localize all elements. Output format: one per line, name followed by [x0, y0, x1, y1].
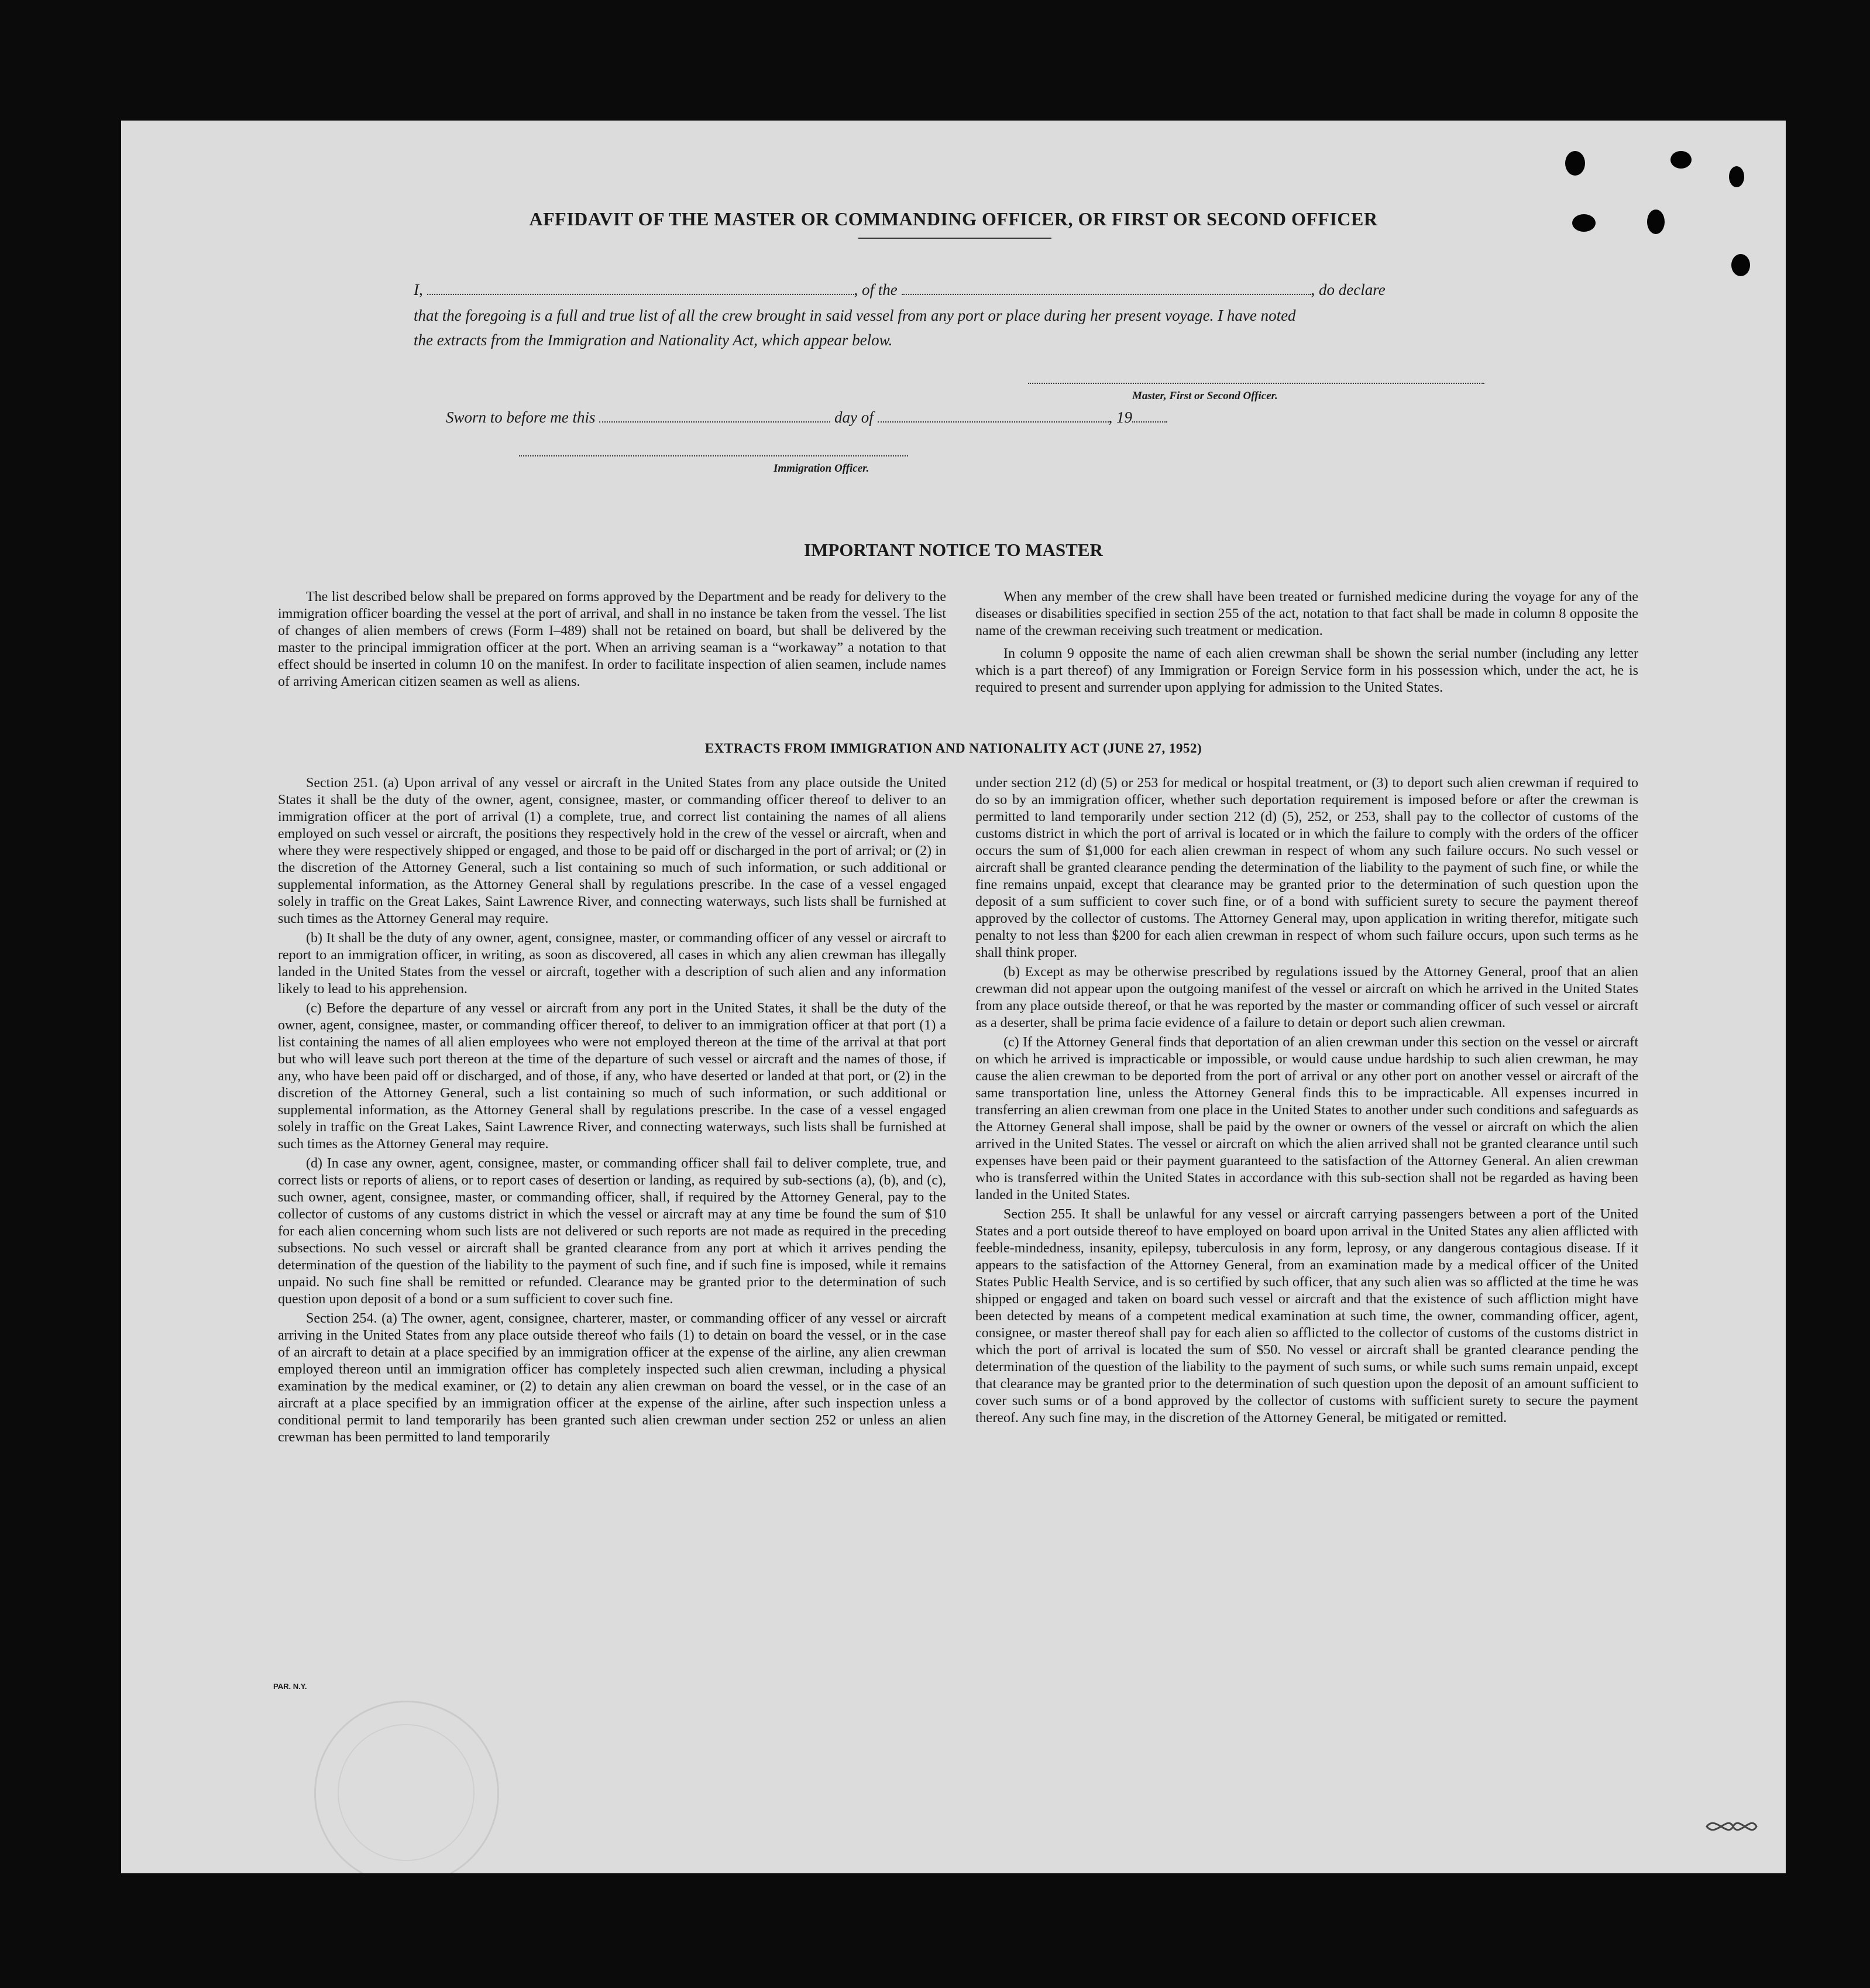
- day-of-label: day of: [834, 408, 874, 426]
- extracts-title: EXTRACTS FROM IMMIGRATION AND NATIONALITY ACT (JUNE 27, 1952): [704, 741, 1202, 756]
- declaration-i-label: I,: [414, 281, 423, 298]
- extract-paragraph: (b) It shall be the duty of any owner, agent, consignee, master, or commanding officer of any vessel or aircraft to report to an immigration officer, in writing, as soon as discovered, all cases in which any alien crewman has illegally landed in the United States from the vessel or aircraft, together with a description of such alien and any information likely to lead to his apprehension.: [278, 931, 946, 997]
- punch-hole-mark: [1565, 151, 1585, 176]
- sworn-month-field[interactable]: [878, 411, 1109, 423]
- extract-paragraph: (d) In case any owner, agent, consignee, master, or commanding officer shall fail to deliver complete, true, and correct lists or reports of aliens, or to report cases of desertion or landing, as required by sub-sections (a), (b), and (c), such owner, agent, consignee, master, or commanding officer, shall, if required by the Attorney General, pay to the collector of customs of any customs district in which the vessel or aircraft may at any time be found the sum of $10 for each alien concerning whom such lists are not delivered or such reports are not made as required in the preceding subsections. No such vessel or aircraft shall be granted clearance from any port at which it arrives pending the determination of the question of the liability to the payment of such fine, and if such fine is imposed, while it remains unpaid. No such fine shall be remitted or refunded. Clearance may be granted prior to the determination of such question upon deposit of a bond or a sum sufficient to cover such fine.: [278, 1156, 946, 1307]
- notice-right-column: [975, 589, 1638, 699]
- notice-title: IMPORTANT NOTICE TO MASTER: [804, 540, 1103, 560]
- declaration-line-2: that the foregoing is a full and true list of all the crew brought in said vessel from any port or place during her present voyage. I have noted: [414, 307, 1296, 324]
- master-signature-line[interactable]: [1028, 383, 1484, 384]
- year-prefix-label: , 19: [1108, 408, 1132, 426]
- extract-paragraph: Section 251. (a) Upon arrival of any vessel or aircraft in the United States from any place outside the United States it shall be the duty of the owner, agent, consignee, master, or commanding officer thereof to deliver to an immigration officer at the port of arrival (1) a complete, true, and correct list containing the names of all aliens employed on such vessel or aircraft, the positions they respectively hold in the crew of the vessel or aircraft, when and where they were respectively shipped or engaged, and those to be paid off or discharged in the port of arrival; or (2) in the discretion of the Attorney General, such a list containing so much of such information, or such additional or supplemental information, as the Attorney General shall by regulations prescribe. In the case of a vessel engaged solely in traffic on the Great Lakes, Saint Lawrence River, and connecting waterways, such lists shall be furnished at such times as the Attorney General may require.: [278, 775, 946, 926]
- extract-paragraph: Section 255. It shall be unlawful for any vessel or aircraft carrying passengers between a port of the United States and a port outside thereof to have employed on board upon arrival in the United States any alien afflicted with feeble-mindedness, insanity, epilepsy, tuberculosis in any form, leprosy, or any dangerous contagious disease. If it appears to the satisfaction of the Attorney General, from an examination made by a medical officer of the United States Public Health Service, and is so certified by such officer, that any such alien was so afflicted at the time he was shipped or engaged and taken on board such vessel or aircraft and that the existence of such affliction might have been detected by means of a competent medical examination at such time, the owner, commanding officer, agent, consignee, or master thereof shall pay for each alien so afflicted to the collector of customs of the customs district in which the port of arrival is located the sum of $50. No vessel or aircraft shall be granted clearance pending the determination of the question of the liability to the payment of such sums, or while such sums remain unpaid, except that clearance may be granted prior to the determination of such question upon the deposit of an amount sufficient to cover such sums or of a bond approved by the collector of customs with sufficient surety to secure the payment thereof. Any such fine may, in the discretion of the Attorney General, be mitigated or remitted.: [975, 1207, 1638, 1426]
- immigration-officer-signature-line[interactable]: [519, 455, 908, 456]
- affidavit-title: AFFIDAVIT OF THE MASTER OR COMMANDING OFFICER, OR FIRST OR SECOND OFFICER: [529, 208, 1378, 229]
- punch-hole-mark: [1731, 254, 1750, 276]
- notice-right-paragraph-1: When any member of the crew shall have been treated or furnished medicine during the voyage for any of the diseases or disabilities specified in section 255 of the act, notation to that fact shall be made in column 8 opposite the name of the crewman receiving such treatment or medication.: [975, 589, 1638, 638]
- punch-hole-mark: [1729, 166, 1744, 187]
- vessel-name-field[interactable]: [902, 283, 1311, 295]
- of-the-label: , of the: [854, 281, 898, 298]
- punch-hole-mark: [1670, 151, 1692, 169]
- sworn-line: [446, 405, 1382, 430]
- sworn-day-field[interactable]: [599, 411, 830, 423]
- pencil-mark-icon: [1701, 1812, 1759, 1841]
- sworn-prefix: Sworn to before me this: [446, 408, 596, 426]
- sworn-year-field[interactable]: [1132, 411, 1167, 423]
- extract-paragraph: (c) Before the departure of any vessel or aircraft from any port in the United States, it shall be the duty of the owner, agent, consignee, master, or commanding officer thereof, to deliver to an immigration officer at that port (1) a list containing the names of all alien employees who were not employed thereon at the time of the arrival at that port but who will leave such port thereon at the time of the departure of such vessel or aircraft and the names of those, if any, who have been paid off or discharged, and of those, if any, who have deserted or landed at that port, or (2) in the discretion of the Attorney General, such a list containing so much of such information, or such additional or supplemental information, as the Attorney General shall by regulations prescribe. In the case of a vessel engaged solely in traffic on the Great Lakes, Saint Lawrence River, and connecting waterways, such lists shall be furnished at such times as the Attorney General may require.: [278, 1001, 946, 1152]
- extract-paragraph: (c) If the Attorney General finds that deportation of an alien crewman under this section on the vessel or aircraft on which he arrived is impracticable or impossible, or would cause undue hardship to such alien crewman, he may cause the alien crewman to be deported from the port of arrival or any other port on another vessel or aircraft of the same transportation line, unless the Attorney General finds this to be impracticable. All expenses incurred in transferring an alien crewman from one place in the United States to another under such conditions and safeguards as the Attorney General shall impose, shall be paid by the owner or owners of the vessel or aircraft on which the alien arrived in the United States. The vessel or aircraft on which the alien arrived shall not be granted clearance until such expenses have been paid or their payment guaranteed to the satisfaction of the Attorney General. An alien crewman who is transferred within the United States in accordance with this sub-section shall not be regarded as having been landed in the United States.: [975, 1035, 1638, 1203]
- faint-seal-stamp-inner: [338, 1724, 475, 1861]
- do-declare-label: , do declare: [1311, 281, 1386, 298]
- officer-name-field[interactable]: [427, 283, 854, 295]
- notice-left-paragraph: The list described below shall be prepared on forms approved by the Department and be ready for delivery to the immigration officer boarding the vessel at the port of arrival, and shall in no instance be taken from the vessel. The list of changes of alien members of crews (Form I–489) shall not be retained on board, but shall be delivered by the master to the principal immigration officer at the port. When an arriving seaman is a “workaway” a notation to that effect should be inserted in column 10 on the manifest. In order to facilitate inspection of alien seamen, include names of arriving American citizen seamen as well as aliens.: [278, 589, 946, 689]
- master-signature-caption: Master, First or Second Officer.: [1132, 390, 1278, 402]
- extract-paragraph: Section 254. (a) The owner, agent, consignee, charterer, master, or commanding officer of any vessel or aircraft arriving in the United States from any place outside thereof who fails (1) to detain on board the vessel, or in the case of an aircraft to detain at a place specified by an immigration officer at the expense of the airline, any alien crewman employed thereon until an immigration officer has completely inspected such alien crewman, including a physical examination by the medical examiner, or (2) to detain any alien crewman on board the vessel, or in the case of an aircraft at a place specified by an immigration officer at the expense of the airline, after such inspection unless a conditional permit to land temporarily has been granted such alien crewman under section 252 or unless an alien crewman has been permitted to land temporarily: [278, 1311, 946, 1445]
- document-page: [121, 121, 1786, 1873]
- extract-paragraph: under section 212 (d) (5) or 253 for medical or hospital treatment, or (3) to deport such alien crewman if required to do so by an immigration officer, whether such deportation requirement is imposed before or after the crewman is permitted to land temporarily under section 212 (d) (5), 252, or 253, shall pay to the collector of customs of the customs district in which the port of arrival is located or in which the failure to comply with the orders of the officer occurs the sum of $1,000 for each alien crewman in respect of whom any such failure occurs. No such vessel or aircraft shall be granted clearance pending the determination of the liability to the payment of such fine, or while the fine remains unpaid, except that clearance may be granted prior to the determination of such question upon the deposit of a sum sufficient to cover such fine, or of a bond with sufficient surety to secure the payment thereof approved by the collector of customs. The Attorney General may, upon application in writing therefor, mitigate such penalty to not less than $200 for each alien crewman in respect of whom such failure occurs, upon such terms as he shall think proper.: [975, 775, 1638, 960]
- extracts-right-column: [975, 775, 1638, 1429]
- extracts-left-column: [278, 775, 946, 1448]
- notice-left-column: [278, 589, 946, 693]
- declaration-line-3: the extracts from the Immigration and Nationality Act, which appear below.: [414, 331, 893, 349]
- notice-right-paragraph-2: In column 9 opposite the name of each alien crewman shall be shown the serial number (including any letter which is a part thereof) of any Immigration or Foreign Service form in his possession which, under the act, he is required to present and surrender upon applying for admission to the United States.: [975, 646, 1638, 695]
- extract-paragraph: (b) Except as may be otherwise prescribed by regulations issued by the Attorney General, proof that an alien crewman did not appear upon the outgoing manifest of the vessel or aircraft on which he arrived in the United States from any place outside thereof, or that he was reported by the master or commanding officer of such vessel or aircraft as a deserter, shall be prima facie evidence of a failure to detain or deport such alien crewman.: [975, 964, 1638, 1031]
- declaration-line-1: [414, 277, 1484, 302]
- title-underline: [858, 238, 1051, 239]
- printer-mark: PAR. N.Y.: [273, 1682, 307, 1691]
- immigration-officer-caption: Immigration Officer.: [774, 462, 869, 475]
